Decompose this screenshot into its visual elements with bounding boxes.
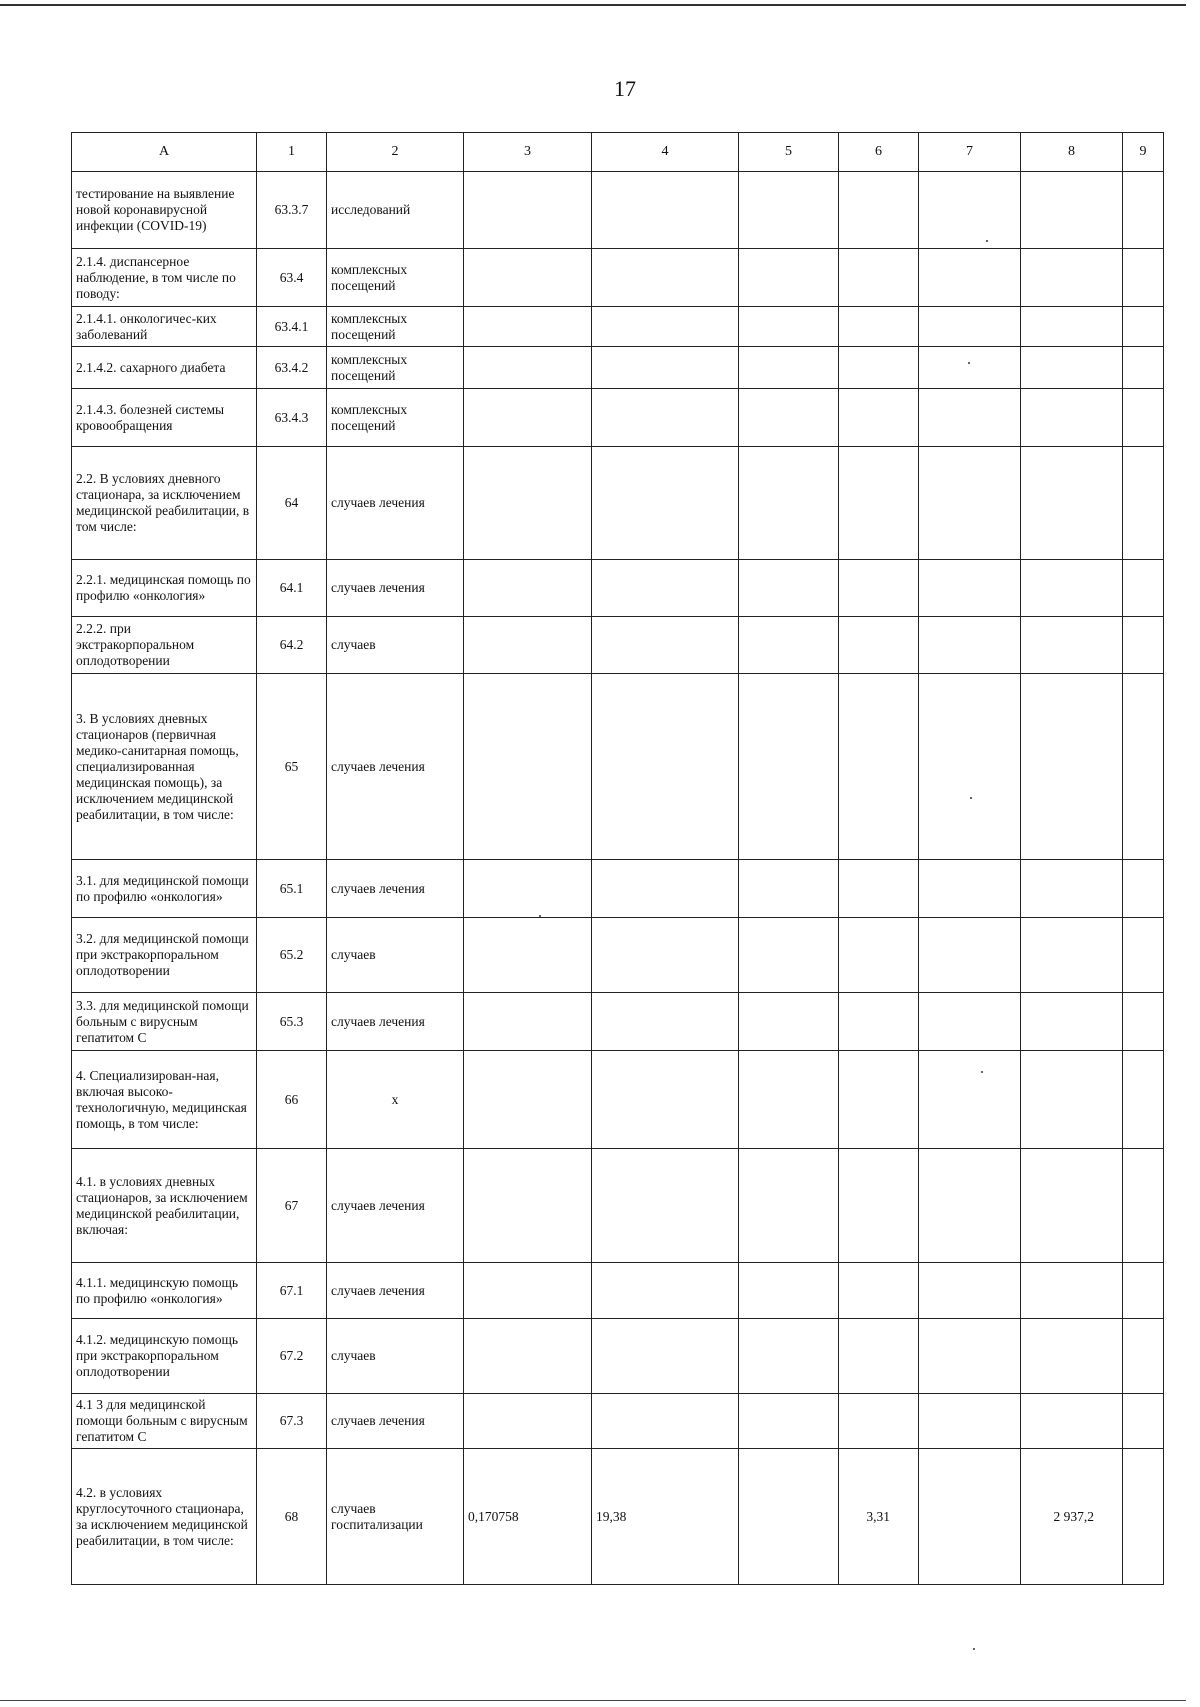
row-name-cell: 2.1.4.3. болезней системы кровообращения [72, 389, 257, 447]
table-row [72, 172, 1164, 249]
table-row [72, 674, 1164, 860]
value-cell-col-4 [592, 918, 739, 993]
value-cell-col-6 [839, 1394, 919, 1449]
row-name-cell: 2.1.4. диспансерное наблюдение, в том числе по поводу: [72, 249, 257, 307]
value-cell-col-8 [1021, 447, 1123, 560]
row-name-cell: 2.2.2. при экстракорпоральном оплодотворении [72, 617, 257, 674]
value-cell-col-6: 3,31 [839, 1449, 919, 1585]
value-cell-col-9 [1123, 1051, 1164, 1149]
value-cell-col-9 [1123, 307, 1164, 347]
value-cell-col-9 [1123, 617, 1164, 674]
table-row [72, 1263, 1164, 1319]
value-cell-col-3 [464, 249, 592, 307]
row-unit-cell: случаев [327, 1319, 464, 1394]
value-cell-col-3 [464, 307, 592, 347]
row-unit-cell: случаев лечения [327, 860, 464, 918]
value-cell-col-6 [839, 347, 919, 389]
value-cell-col-6 [839, 674, 919, 860]
scan-edge-bottom [0, 1700, 1186, 1701]
value-cell-col-9 [1123, 447, 1164, 560]
table-row [72, 1149, 1164, 1263]
value-cell-col-5 [739, 1319, 839, 1394]
value-cell-col-7 [919, 1263, 1021, 1319]
row-name-cell: 2.1.4.2. сахарного диабета [72, 347, 257, 389]
data-table [71, 132, 1164, 1585]
value-cell-col-3 [464, 447, 592, 560]
scan-edge-top [0, 4, 1186, 6]
value-cell-col-4 [592, 674, 739, 860]
value-cell-col-7 [919, 560, 1021, 617]
value-cell-col-8 [1021, 347, 1123, 389]
row-code-cell: 64.2 [257, 617, 327, 674]
value-cell-col-3 [464, 389, 592, 447]
value-cell-col-8 [1021, 993, 1123, 1051]
scan-speck [970, 797, 972, 799]
value-cell-col-9 [1123, 674, 1164, 860]
value-cell-col-6 [839, 993, 919, 1051]
column-header: 7 [919, 133, 1021, 172]
value-cell-col-4 [592, 1149, 739, 1263]
value-cell-col-4: 19,38 [592, 1449, 739, 1585]
row-name-cell: 4.1. в условиях дневных стационаров, за исключением медицинской реабилитации, включая: [72, 1149, 257, 1263]
value-cell-col-6 [839, 172, 919, 249]
value-cell-col-8 [1021, 307, 1123, 347]
value-cell-col-7 [919, 1051, 1021, 1149]
value-cell-col-5 [739, 617, 839, 674]
value-cell-col-9 [1123, 1394, 1164, 1449]
value-cell-col-4 [592, 347, 739, 389]
value-cell-col-6 [839, 1263, 919, 1319]
value-cell-col-8 [1021, 249, 1123, 307]
value-cell-col-8 [1021, 389, 1123, 447]
value-cell-col-4 [592, 389, 739, 447]
column-header: 4 [592, 133, 739, 172]
scan-speck [981, 1071, 983, 1073]
value-cell-col-6 [839, 1149, 919, 1263]
row-name-cell: 3.2. для медицинской помощи при экстракорпоральном оплодотворении [72, 918, 257, 993]
row-unit-cell: комплексных посещений [327, 347, 464, 389]
column-header: 9 [1123, 133, 1164, 172]
value-cell-col-5 [739, 389, 839, 447]
value-cell-col-8 [1021, 1051, 1123, 1149]
value-cell-col-4 [592, 1394, 739, 1449]
table-row [72, 1051, 1164, 1149]
row-unit-cell: случаев лечения [327, 447, 464, 560]
value-cell-col-8 [1021, 1149, 1123, 1263]
table-body [72, 172, 1164, 1585]
value-cell-col-7 [919, 172, 1021, 249]
row-code-cell: 63.4.2 [257, 347, 327, 389]
row-code-cell: 67.2 [257, 1319, 327, 1394]
value-cell-col-5 [739, 560, 839, 617]
row-code-cell: 68 [257, 1449, 327, 1585]
value-cell-col-7 [919, 249, 1021, 307]
value-cell-col-5 [739, 347, 839, 389]
value-cell-col-9 [1123, 1449, 1164, 1585]
row-name-cell: 3.1. для медицинской помощи по профилю «онкология» [72, 860, 257, 918]
value-cell-col-8 [1021, 1394, 1123, 1449]
value-cell-col-3 [464, 1051, 592, 1149]
row-name-cell: 2.2.1. медицинская помощь по профилю «онкология» [72, 560, 257, 617]
scan-speck [539, 915, 541, 917]
table-row [72, 1449, 1164, 1585]
table-row [72, 918, 1164, 993]
row-name-cell: 2.1.4.1. онкологичес-ких заболеваний [72, 307, 257, 347]
value-cell-col-9 [1123, 993, 1164, 1051]
row-unit-cell: комплексных посещений [327, 389, 464, 447]
value-cell-col-7 [919, 307, 1021, 347]
column-header: 5 [739, 133, 839, 172]
row-name-cell: 4. Специализирован-ная, включая высоко-технологичную, медицинская помощь, в том числе: [72, 1051, 257, 1149]
value-cell-col-4 [592, 1051, 739, 1149]
value-cell-col-3 [464, 172, 592, 249]
value-cell-col-4 [592, 447, 739, 560]
table-row [72, 447, 1164, 560]
table-row [72, 993, 1164, 1051]
table-row [72, 1394, 1164, 1449]
value-cell-col-9 [1123, 347, 1164, 389]
scan-speck [968, 362, 970, 364]
row-unit-cell: случаев лечения [327, 1394, 464, 1449]
row-code-cell: 63.4 [257, 249, 327, 307]
value-cell-col-6 [839, 249, 919, 307]
value-cell-col-8 [1021, 1319, 1123, 1394]
row-unit-cell: исследований [327, 172, 464, 249]
value-cell-col-3 [464, 674, 592, 860]
value-cell-col-8 [1021, 860, 1123, 918]
value-cell-col-5 [739, 307, 839, 347]
value-cell-col-6 [839, 1051, 919, 1149]
row-name-cell: 2.2. В условиях дневного стационара, за исключением медицинской реабилитации, в том числе: [72, 447, 257, 560]
value-cell-col-6 [839, 560, 919, 617]
value-cell-col-4 [592, 172, 739, 249]
column-header: 6 [839, 133, 919, 172]
value-cell-col-8 [1021, 172, 1123, 249]
value-cell-col-9 [1123, 389, 1164, 447]
value-cell-col-5 [739, 447, 839, 560]
value-cell-col-3 [464, 1263, 592, 1319]
value-cell-col-6 [839, 389, 919, 447]
value-cell-col-4 [592, 307, 739, 347]
value-cell-col-9 [1123, 1319, 1164, 1394]
value-cell-col-7 [919, 918, 1021, 993]
value-cell-col-6 [839, 860, 919, 918]
row-name-cell: 3. В условиях дневных стационаров (первичная медико-санитарная помощь, специализированная медицинская помощь), за исключением медицинской реабилитации, в том числе: [72, 674, 257, 860]
table-row [72, 560, 1164, 617]
value-cell-col-7 [919, 389, 1021, 447]
value-cell-col-7 [919, 617, 1021, 674]
row-name-cell: тестирование на выявление новой коронавирусной инфекции (COVID-19) [72, 172, 257, 249]
value-cell-col-5 [739, 1149, 839, 1263]
row-name-cell: 4.2. в условиях круглосуточного стационара, за исключением медицинской реабилитации, в том числе: [72, 1449, 257, 1585]
row-code-cell: 65.3 [257, 993, 327, 1051]
value-cell-col-4 [592, 1319, 739, 1394]
value-cell-col-8 [1021, 617, 1123, 674]
value-cell-col-9 [1123, 1263, 1164, 1319]
row-code-cell: 64 [257, 447, 327, 560]
row-unit-cell: комплексных посещений [327, 249, 464, 307]
value-cell-col-7 [919, 447, 1021, 560]
value-cell-col-4 [592, 249, 739, 307]
value-cell-col-9 [1123, 172, 1164, 249]
row-code-cell: 65.1 [257, 860, 327, 918]
value-cell-col-8 [1021, 674, 1123, 860]
value-cell-col-5 [739, 993, 839, 1051]
row-name-cell: 3.3. для медицинской помощи больным с вирусным гепатитом С [72, 993, 257, 1051]
value-cell-col-9 [1123, 560, 1164, 617]
value-cell-col-6 [839, 918, 919, 993]
row-unit-cell: случаев госпитализации [327, 1449, 464, 1585]
value-cell-col-9 [1123, 249, 1164, 307]
table-row [72, 389, 1164, 447]
row-code-cell: 67.3 [257, 1394, 327, 1449]
value-cell-col-9 [1123, 860, 1164, 918]
table-row [72, 617, 1164, 674]
row-code-cell: 67.1 [257, 1263, 327, 1319]
value-cell-col-8 [1021, 1263, 1123, 1319]
row-name-cell: 4.1 3 для медицинской помощи больным с вирусным гепатитом С [72, 1394, 257, 1449]
row-code-cell: 66 [257, 1051, 327, 1149]
column-header: А [72, 133, 257, 172]
column-header: 8 [1021, 133, 1123, 172]
value-cell-col-4 [592, 860, 739, 918]
row-code-cell: 65.2 [257, 918, 327, 993]
value-cell-col-7 [919, 1319, 1021, 1394]
value-cell-col-4 [592, 560, 739, 617]
value-cell-col-3 [464, 347, 592, 389]
value-cell-col-3 [464, 1149, 592, 1263]
column-header: 3 [464, 133, 592, 172]
value-cell-col-9 [1123, 918, 1164, 993]
scan-speck [973, 1648, 975, 1650]
row-name-cell: 4.1.2. медицинскую помощь при экстракорпоральном оплодотворении [72, 1319, 257, 1394]
value-cell-col-5 [739, 860, 839, 918]
value-cell-col-9 [1123, 1149, 1164, 1263]
value-cell-col-5 [739, 1051, 839, 1149]
value-cell-col-3 [464, 1319, 592, 1394]
value-cell-col-5 [739, 172, 839, 249]
table-header [72, 133, 1164, 172]
row-unit-cell: случаев лечения [327, 1149, 464, 1263]
row-unit-cell: случаев лечения [327, 560, 464, 617]
row-name-cell: 4.1.1. медицинскую помощь по профилю «онкология» [72, 1263, 257, 1319]
value-cell-col-5 [739, 918, 839, 993]
value-cell-col-8 [1021, 560, 1123, 617]
value-cell-col-6 [839, 307, 919, 347]
value-cell-col-3 [464, 918, 592, 993]
value-cell-col-6 [839, 1319, 919, 1394]
table-row [72, 249, 1164, 307]
row-code-cell: 64.1 [257, 560, 327, 617]
value-cell-col-8: 2 937,2 [1021, 1449, 1123, 1585]
page-number: 17 [614, 76, 636, 101]
row-unit-cell: случаев [327, 918, 464, 993]
value-cell-col-7 [919, 674, 1021, 860]
value-cell-col-7 [919, 1394, 1021, 1449]
scan-speck [986, 240, 988, 242]
value-cell-col-3 [464, 1394, 592, 1449]
value-cell-col-3 [464, 617, 592, 674]
value-cell-col-6 [839, 617, 919, 674]
value-cell-col-5 [739, 1449, 839, 1585]
row-code-cell: 63.4.3 [257, 389, 327, 447]
table-row [72, 1319, 1164, 1394]
row-unit-cell: случаев лечения [327, 1263, 464, 1319]
column-header: 2 [327, 133, 464, 172]
row-code-cell: 67 [257, 1149, 327, 1263]
value-cell-col-5 [739, 1263, 839, 1319]
value-cell-col-7 [919, 347, 1021, 389]
value-cell-col-5 [739, 1394, 839, 1449]
row-unit-cell: комплексных посещений [327, 307, 464, 347]
table-row [72, 860, 1164, 918]
table-row [72, 307, 1164, 347]
row-unit-cell: случаев лечения [327, 993, 464, 1051]
value-cell-col-4 [592, 617, 739, 674]
value-cell-col-7 [919, 1449, 1021, 1585]
row-code-cell: 63.4.1 [257, 307, 327, 347]
table-row [72, 347, 1164, 389]
value-cell-col-3 [464, 560, 592, 617]
value-cell-col-6 [839, 447, 919, 560]
header-row [72, 133, 1164, 172]
value-cell-col-8 [1021, 918, 1123, 993]
row-unit-cell: случаев [327, 617, 464, 674]
value-cell-col-3 [464, 993, 592, 1051]
row-unit-cell: х [327, 1051, 464, 1149]
value-cell-col-7 [919, 860, 1021, 918]
row-unit-cell: случаев лечения [327, 674, 464, 860]
value-cell-col-7 [919, 993, 1021, 1051]
value-cell-col-5 [739, 674, 839, 860]
value-cell-col-7 [919, 1149, 1021, 1263]
row-code-cell: 65 [257, 674, 327, 860]
row-code-cell: 63.3.7 [257, 172, 327, 249]
value-cell-col-3 [464, 860, 592, 918]
value-cell-col-4 [592, 1263, 739, 1319]
value-cell-col-5 [739, 249, 839, 307]
value-cell-col-3: 0,170758 [464, 1449, 592, 1585]
column-header: 1 [257, 133, 327, 172]
value-cell-col-4 [592, 993, 739, 1051]
